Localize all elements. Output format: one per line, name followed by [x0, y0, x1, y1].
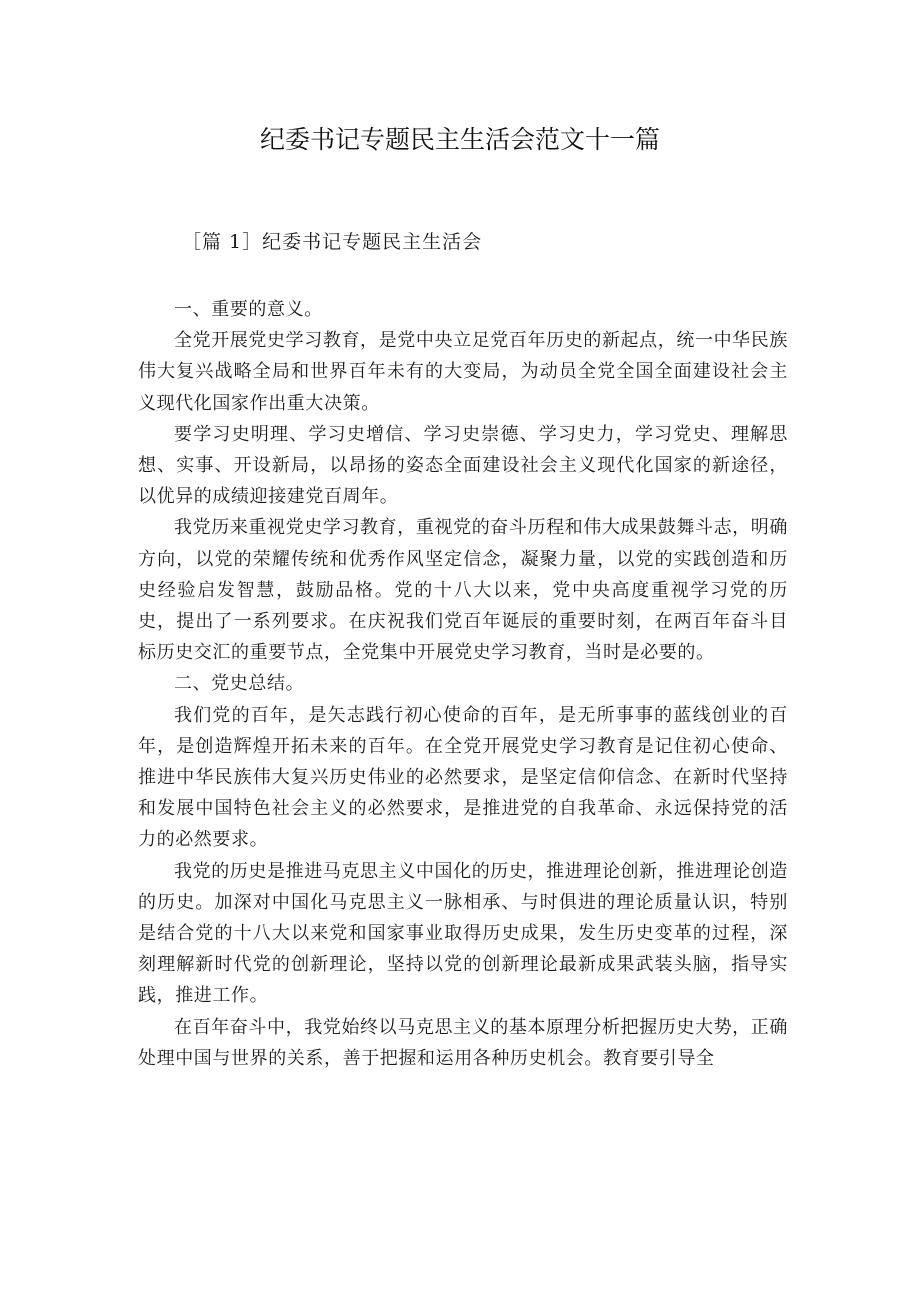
paragraph-heading-2: 二、党史总结。: [174, 673, 305, 695]
paragraph: 我们党的百年，是矢志践行初心使命的百年，是无所事事的蓝线创业的百年，是创造辉煌开拓未来的百年。在全党开展党史学习教育是记住初心使命、推进中华民族伟大复兴历史伟业的必然要求，是坚定信仰信念、在新时代坚持和发展中国特色社会主义的必然要求，是推进党的自我革命、永远保持党的活力的必然要求。: [138, 704, 788, 851]
paragraph: 全党开展党史学习教育，是党中央立足党百年历史的新起点，统一中华民族伟大复兴战略全局和世界百年未有的大变局，为动员全党全国全面建设社会主义现代化国家作出重大决策。: [138, 330, 788, 414]
paragraph-heading-1: 一、重要的意义。: [174, 299, 323, 320]
document-body: [138, 294, 788, 1074]
paragraph: 我党历来重视党史学习教育，重视党的奋斗历程和伟大成果鼓舞斗志，明确方向，以党的荣耀传统和优秀作风坚定信念，凝聚力量，以党的实践创造和历史经验启发智慧，鼓励品格。党的十八大以来，党中央高度重视学习党的历史，提出了一系列要求。在庆祝我们党百年诞辰的重要时刻，在两百年奋斗目标历史交汇的重要节点，全党集中开展党史学习教育，当时是必要的。: [138, 517, 788, 664]
paragraph: 我党的历史是推进马克思主义中国化的历史，推进理论创新，推进理论创造的历史。加深对中国化马克思主义一脉相承、与时俱进的理论质量认识，特别是结合党的十八大以来党和国家事业取得历史成果，发生历史变革的过程，深刻理解新时代党的创新理论，坚持以党的创新理论最新成果武装头脑，指导实践，推进工作。: [138, 860, 788, 1007]
document-title: 纪委书记专题民主生活会范文十一篇: [259, 125, 660, 154]
paragraph: 要学习史明理、学习史增信、学习史崇德、学习史力，学习党史、理解思想、实事、开设新局，以昂扬的姿态全面建设社会主义现代化国家的新途径，以优异的成绩迎接建党百周年。: [138, 423, 788, 508]
paragraph: 在百年奋斗中，我党始终以马克思主义的基本原理分析把握历史大势，正确处理中国与世界的关系，善于把握和运用各种历史机会。教育要引导全: [138, 1016, 788, 1069]
section-heading: ［篇 1］纪委书记专题民主生活会: [182, 231, 483, 253]
